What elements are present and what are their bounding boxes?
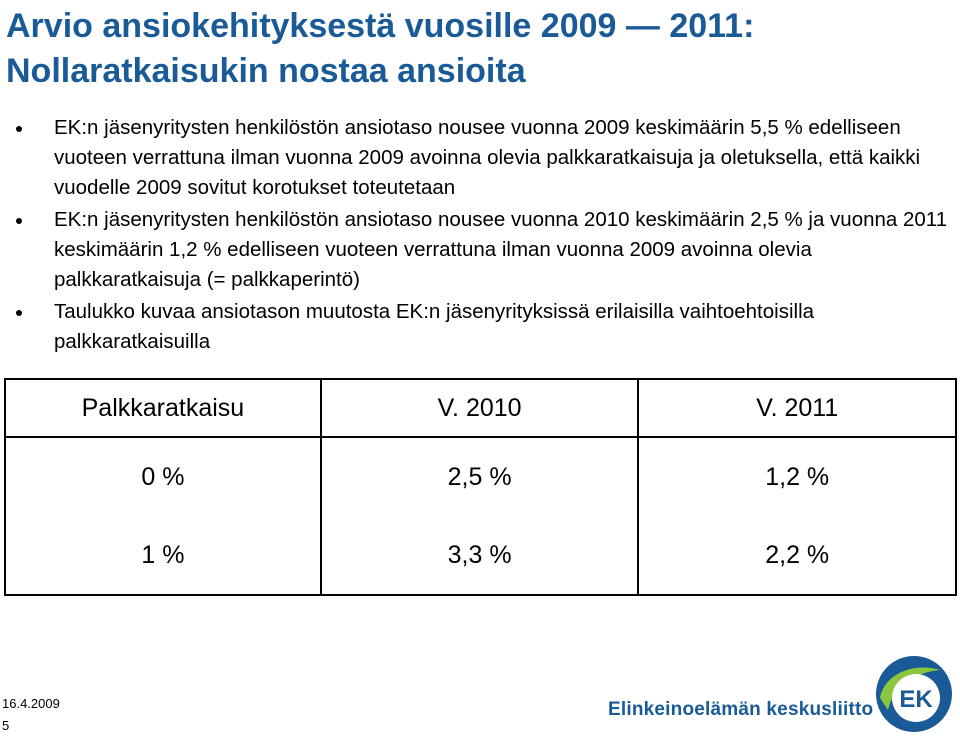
bullet-text: EK:n jäsenyritysten henkilöstön ansiotaso nousee vuonna 2009 keskimäärin 5,5 % edelliseen vuoteen verrattuna ilman vuonna 2009 avoinna olevia palkkaratkaisuja ja oletuksella, että kaikki vuodelle 2009 sovitut korotukset toteutetaan bbox=[54, 116, 921, 199]
bullet-text: EK:n jäsenyritysten henkilöstön ansiotaso nousee vuonna 2010 keskimäärin 2,5 % ja vuonna 2011 keskimäärin 1,2 % edelliseen vuoteen verrattuna ilman vuonna 2009 avoinna olevia palkkaratkaisuja (= palkkaperintö) bbox=[54, 208, 948, 291]
organization-name: Elinkeinoelämän keskusliitto bbox=[608, 699, 874, 720]
table-cell: 2,2 % bbox=[638, 516, 956, 595]
table-cell: 1,2 % bbox=[638, 437, 956, 516]
header-2010: V. 2010 bbox=[321, 379, 639, 437]
table-header-row bbox=[5, 379, 956, 437]
bullet-text: Taulukko kuvaa ansiotason muutosta EK:n jäsenyrityksissä erilaisilla vaihtoehtoisilla palkkaratkaisuilla bbox=[54, 300, 815, 353]
table-cell: 3,3 % bbox=[321, 516, 639, 595]
table-cell: 0 % bbox=[5, 437, 321, 516]
table-cell: 1 % bbox=[5, 516, 321, 595]
ek-logo-icon bbox=[874, 654, 954, 734]
bullet-list bbox=[0, 113, 960, 357]
logo-text: EK bbox=[899, 686, 933, 713]
page-number: 5 bbox=[2, 718, 10, 733]
table-row bbox=[5, 516, 956, 595]
bullet-dot-icon bbox=[16, 126, 22, 132]
bullet-dot-icon bbox=[16, 310, 22, 316]
table-cell: 2,5 % bbox=[321, 437, 639, 516]
header-2011: V. 2011 bbox=[638, 379, 956, 437]
bullet-item bbox=[0, 297, 960, 357]
bullet-item bbox=[0, 205, 960, 295]
bullet-dot-icon bbox=[16, 218, 22, 224]
title-line-1: Arvio ansiokehityksestä vuosille 2009 — 2011: bbox=[6, 7, 755, 45]
header-settlement: Palkkaratkaisu bbox=[5, 379, 321, 437]
bullet-item bbox=[0, 113, 960, 203]
title-line-2: Nollaratkaisukin nostaa ansioita bbox=[6, 52, 526, 90]
table-row bbox=[5, 437, 956, 516]
slide-title bbox=[6, 4, 946, 94]
wage-settlement-table bbox=[4, 378, 957, 596]
footer-date: 16.4.2009 bbox=[2, 696, 60, 711]
